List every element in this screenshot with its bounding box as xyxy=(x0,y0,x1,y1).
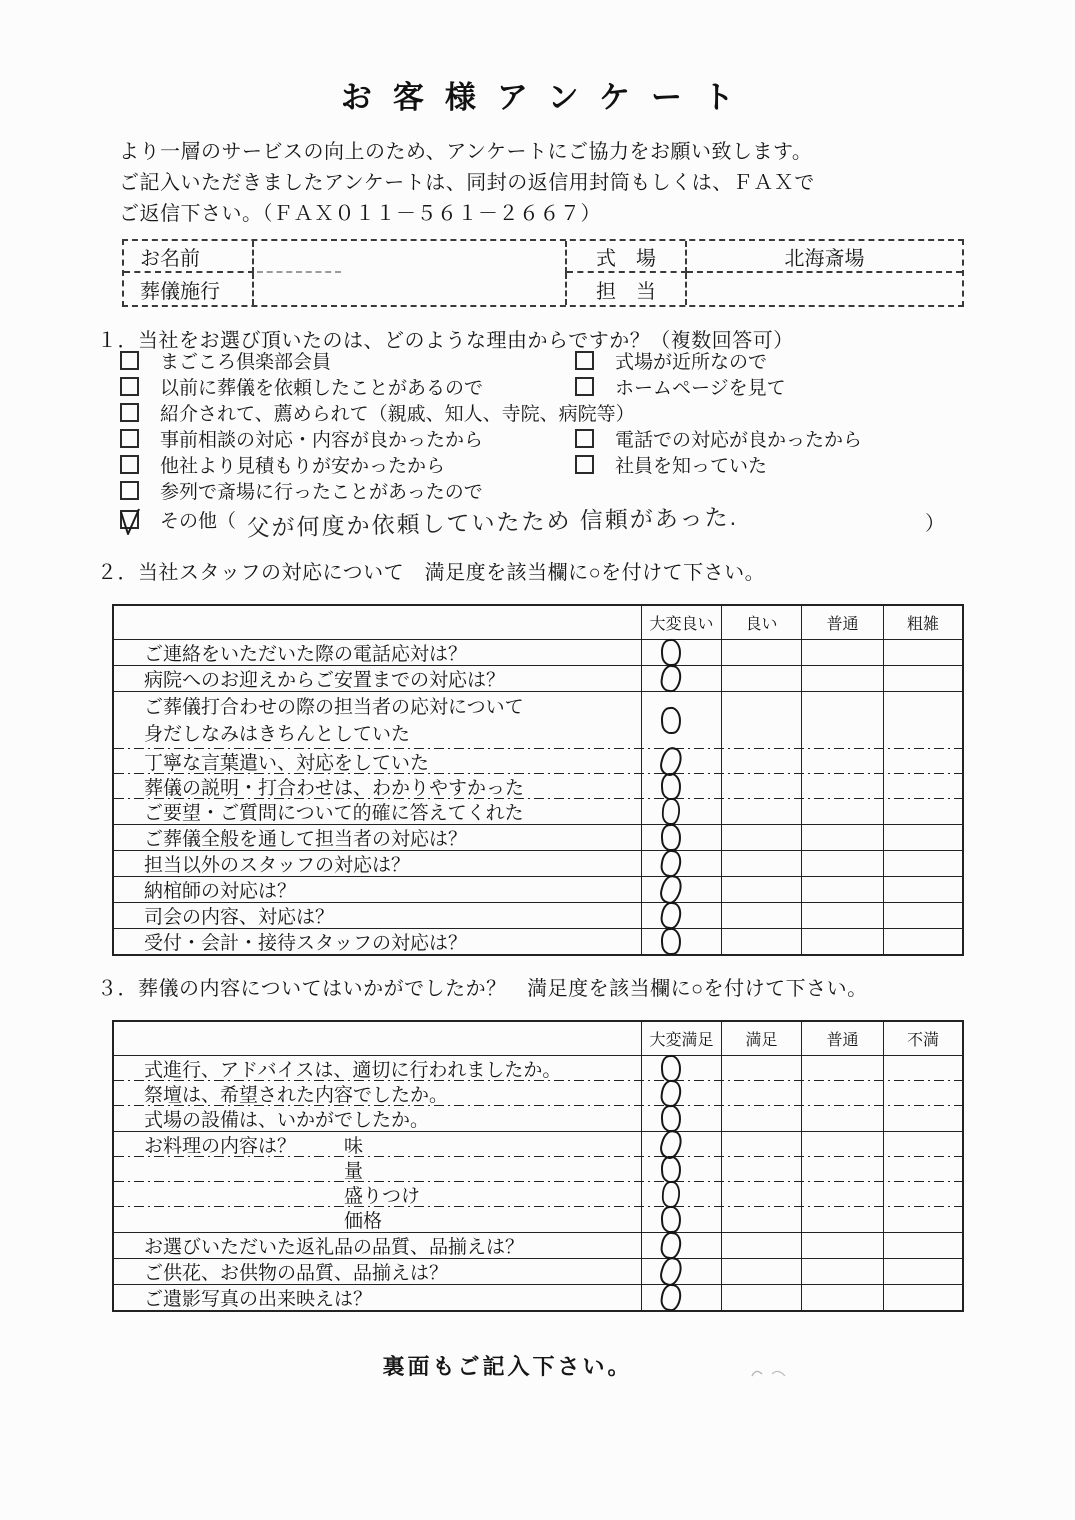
checkbox-pre-consultation xyxy=(120,429,139,448)
name-value-field xyxy=(254,241,567,273)
table-row xyxy=(114,774,962,799)
option-label: 社員を知っていた xyxy=(615,455,768,477)
intro-text xyxy=(119,137,815,230)
table-row xyxy=(114,1157,962,1182)
option-previous-funeral xyxy=(120,373,575,400)
option-row xyxy=(120,399,1000,425)
row-label: 盛りつけ xyxy=(114,1182,642,1207)
row-label: 式場の設備は、いかがでしたか。 xyxy=(114,1106,642,1131)
table-row xyxy=(114,1056,962,1081)
question1-options xyxy=(120,347,1000,541)
rating-circle-mark xyxy=(659,823,681,852)
row-label: ご葬儀全般を通して担当者の対応は？ xyxy=(114,825,642,850)
rating-circle-mark xyxy=(661,798,680,826)
table-row xyxy=(114,1207,962,1233)
option-pre-consultation xyxy=(120,425,575,452)
option-venue-nearby xyxy=(575,347,767,374)
checkbox-venue-nearby xyxy=(575,351,594,370)
option-phone-response xyxy=(575,425,862,452)
rating-circle-mark xyxy=(659,772,681,801)
rating-circle-mark xyxy=(659,1054,681,1083)
venue-label: 式 場 xyxy=(567,241,687,273)
option-attended-funeral xyxy=(120,477,483,504)
header-empty-cell xyxy=(114,1022,642,1055)
column-header: 満足 xyxy=(722,1022,802,1055)
column-header: 良い xyxy=(722,606,802,639)
checkbox-previous-funeral xyxy=(120,377,139,396)
option-label: 他社より見積もりが安かったから xyxy=(160,455,446,477)
option-row-other xyxy=(120,503,1000,541)
rating-circle-mark xyxy=(659,927,681,956)
table-row xyxy=(114,749,962,774)
rating-circle-mark xyxy=(659,1205,681,1234)
question1-heading: １．当社をお選び頂いたのは、どのような理由からですか？（複数回答可） xyxy=(97,330,794,352)
checkbox-phone-response xyxy=(575,429,594,448)
execution-value-field xyxy=(254,273,567,305)
option-knew-employee xyxy=(575,451,767,478)
table-row xyxy=(114,1106,962,1132)
table-row xyxy=(114,666,962,692)
row-label: 式進行、アドバイスは、適切に行われましたか。 xyxy=(114,1056,642,1081)
handwritten-other-answer: 父が何度か依頼していたため 信頼があった. xyxy=(246,503,739,541)
content-rating-table xyxy=(112,1020,964,1312)
row-label: 量 xyxy=(114,1157,642,1182)
venue-value: 北海斎場 xyxy=(687,241,962,273)
column-header: 普通 xyxy=(802,1022,884,1055)
option-row xyxy=(120,451,1000,477)
question2-heading: ２．当社スタッフの対応について 満足度を該当欄に○を付けて下さい。 xyxy=(97,562,766,584)
row-label: 葬儀の説明・打合わせは、わかりやすかった xyxy=(114,774,642,799)
row-label: 受付・会計・接待スタッフの対応は？ xyxy=(114,929,642,954)
rating-circle-mark xyxy=(659,664,683,694)
option-introduced xyxy=(120,399,635,426)
row-label: ご遺影写真の出来映えは？ xyxy=(114,1285,642,1310)
table-row xyxy=(114,1285,962,1310)
table-row xyxy=(114,1132,962,1157)
rating-circle-mark xyxy=(659,706,681,735)
table-row xyxy=(114,929,962,954)
meal-sub-item: 味 xyxy=(344,1136,364,1157)
checkbox-attended-funeral xyxy=(120,481,139,500)
execution-label: 葬儀施行 xyxy=(124,273,254,305)
option-row xyxy=(120,373,1000,399)
rating-circle-mark xyxy=(659,1231,683,1261)
table-row xyxy=(114,825,962,851)
column-header: 大変満足 xyxy=(642,1022,722,1055)
table-row xyxy=(114,1233,962,1259)
rating-circle-mark xyxy=(659,1155,681,1184)
table-row xyxy=(114,1081,962,1106)
column-header: 不満 xyxy=(906,1032,939,1049)
row-label: 病院へのお迎えからご安置までの対応は？ xyxy=(114,666,642,691)
intro-line: ご記入いただきましたアンケートは、同封の返信用封筒もしくは、ＦＡＸで xyxy=(119,172,815,194)
option-homepage xyxy=(575,373,786,400)
row-label: 丁寧な言葉遣い、対応をしていた xyxy=(114,749,642,774)
rating-circle-mark xyxy=(659,849,683,879)
column-header: 粗雑 xyxy=(906,616,939,633)
row-label: お選びいただいた返礼品の品質、品揃えは？ xyxy=(114,1233,642,1258)
column-header: 大変良い xyxy=(642,606,722,639)
option-label: その他（ xyxy=(160,511,237,532)
option-magokoro-member xyxy=(120,347,575,374)
option-label: 式場が近所なので xyxy=(615,351,768,373)
checkbox-introduced xyxy=(120,403,139,422)
rating-circle-mark xyxy=(661,1181,680,1209)
option-label: ホームページを見て xyxy=(615,377,786,399)
option-label: 参列で斎場に行ったことがあったので xyxy=(160,481,483,503)
table-row xyxy=(114,851,962,877)
checkbox-knew-employee xyxy=(575,455,594,474)
checkbox-other xyxy=(120,510,139,529)
row-label: ご要望・ご質問について的確に答えてくれた xyxy=(114,799,642,824)
column-header: 普通 xyxy=(802,606,884,639)
staff-label: 担 当 xyxy=(567,273,687,305)
option-other xyxy=(120,503,739,541)
header-empty-cell xyxy=(114,606,642,639)
name-label: お名前 xyxy=(124,241,254,273)
rating-circle-mark xyxy=(659,1104,681,1133)
respondent-info-box xyxy=(122,239,964,307)
checkbox-magokoro-member xyxy=(120,351,139,370)
intro-line: より一層のサービスの向上のため、アンケートにご協力をお願い致します。 xyxy=(119,141,813,163)
rating-circle-mark xyxy=(659,1079,683,1109)
row-label: 祭壇は、希望された内容でしたか。 xyxy=(114,1081,642,1106)
option-label: 以前に葬儀を依頼したことがあるので xyxy=(160,377,484,399)
row-label: 価格 xyxy=(114,1207,642,1232)
row-label: 納棺師の対応は？ xyxy=(114,877,642,902)
footer-note: 裏面もご記入下さい。 xyxy=(382,1354,633,1379)
option-label: まごころ倶楽部会員 xyxy=(160,351,332,373)
scan-artifact-mark xyxy=(748,1362,792,1386)
rating-circle-mark xyxy=(659,901,683,931)
rating-circle-mark xyxy=(659,638,681,667)
row-label: ご供花、お供物の品質、品揃えは？ xyxy=(114,1259,642,1284)
row-label: ご連絡をいただいた際の電話応対は？ xyxy=(114,640,642,665)
row-label-meal: お料理の内容は？ 味 xyxy=(114,1132,642,1157)
row-label: 司会の内容、対応は？ xyxy=(114,903,642,928)
row-label: 担当以外のスタッフの対応は？ xyxy=(114,851,642,876)
other-close-paren: ） xyxy=(925,513,945,535)
handwritten-check-icon xyxy=(118,507,142,537)
table-row xyxy=(114,640,962,666)
table-header-row xyxy=(114,606,962,640)
table-row xyxy=(114,1259,962,1285)
staff-rating-table xyxy=(112,604,964,956)
option-row xyxy=(120,425,1000,451)
scan-artifact-dash xyxy=(257,271,341,273)
intro-line-fax: ご返信下さい。（ＦＡＸ０１１－５６１－２６６７） xyxy=(119,203,601,225)
table-header-row xyxy=(114,1022,962,1056)
page-title: お客様アンケート xyxy=(340,80,756,115)
checkbox-cheaper-estimate xyxy=(120,455,139,474)
option-label: 電話での対応が良かったから xyxy=(615,429,863,451)
table-row xyxy=(114,877,962,903)
question3-heading: ３．葬儀の内容についてはいかがでしたか？ 満足度を該当欄に○を付けて下さい。 xyxy=(97,978,868,1000)
staff-value-field xyxy=(687,273,962,305)
option-cheaper-estimate xyxy=(120,451,575,478)
checkbox-homepage xyxy=(575,377,594,396)
option-label: 事前相談の対応・内容が良かったから xyxy=(160,429,484,451)
row-label: ご葬儀打合わせの際の担当者の応対について 身だしなみはきちんとしていた xyxy=(114,692,642,749)
option-label: 紹介されて、薦められて（親戚、知人、寺院、病院等） xyxy=(160,403,635,425)
table-row xyxy=(114,799,962,825)
rating-circle-mark xyxy=(659,1283,683,1313)
table-row xyxy=(114,1182,962,1207)
table-row xyxy=(114,903,962,929)
option-row xyxy=(120,347,1000,373)
table-row xyxy=(114,692,962,749)
option-row xyxy=(120,477,1000,503)
